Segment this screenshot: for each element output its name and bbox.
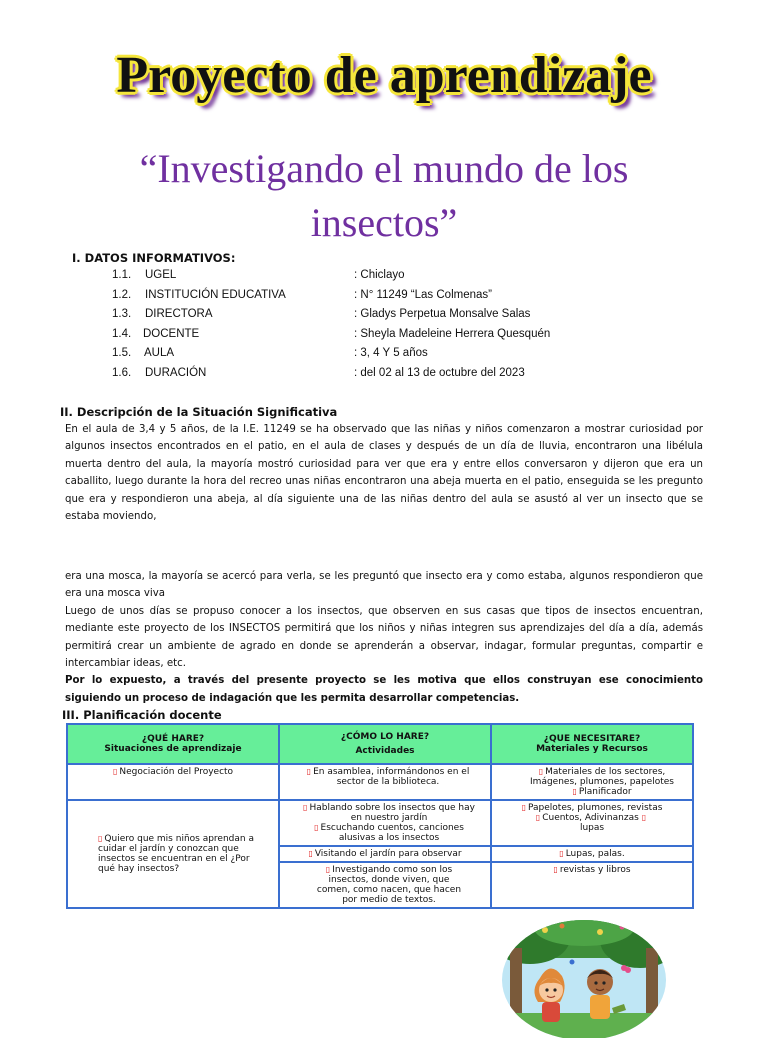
- section-3-heading: III. Planificación docente: [62, 708, 222, 722]
- bullet-icon: ▯: [538, 767, 544, 776]
- table-header-row: [67, 724, 693, 764]
- table-cell: [279, 862, 491, 908]
- cell-text: Cuentos, Adivinanzas: [542, 813, 639, 823]
- table-cell: [67, 800, 279, 908]
- cell-text: Lupas, palas.: [565, 849, 625, 859]
- cell-text: revistas y libros: [559, 865, 631, 875]
- project-subtitle: [0, 142, 768, 250]
- bullet-icon: ▯: [308, 849, 313, 858]
- table-cell: [491, 862, 693, 908]
- info-row: [0, 308, 768, 327]
- cell-text: Materiales de los sectores, Imágenes, plumones, papelotes: [530, 767, 674, 787]
- header-question: ¿QUÉ HARE?: [141, 734, 205, 744]
- info-value: : 3, 4 Y 5 años: [354, 347, 428, 359]
- info-label: UGEL: [145, 269, 177, 281]
- bullet-icon: ▯: [572, 787, 577, 796]
- page-title: Proyecto de aprendizaje: [116, 47, 652, 104]
- header-cell-how: [279, 724, 491, 764]
- bullet-icon: ▯: [535, 813, 541, 822]
- table-cell: [491, 764, 693, 800]
- info-value: : N° 11249 “Las Colmenas”: [354, 288, 492, 301]
- cell-text: Visitando el jardín para observar: [314, 849, 462, 859]
- bullet-icon: ▯: [641, 813, 647, 822]
- table-cell: [279, 800, 491, 846]
- header-subtitle: Situaciones de aprendizaje: [104, 744, 242, 754]
- header-cell-what: [67, 724, 279, 764]
- header-subtitle: Actividades: [355, 746, 415, 756]
- description-paragraph: era una mosca, la mayoría se acercó para verla, se les preguntó que insecto era y como estaba, algunos respondieron que era una mosca viva: [65, 571, 703, 600]
- table-row: [67, 764, 693, 800]
- situation-description: [65, 421, 703, 525]
- bullet-icon: ▯: [553, 865, 558, 874]
- info-num: 1.1.: [112, 269, 132, 281]
- info-label: INSTITUCIÓN EDUCATIVA: [145, 288, 286, 301]
- info-value: : Gladys Perpetua Monsalve Salas: [354, 308, 531, 320]
- table-cell: [279, 764, 491, 800]
- header-question: ¿CÓMO LO HARE?: [340, 732, 430, 742]
- subtitle-line-2: insectos”: [310, 200, 458, 245]
- info-num: 1.3.: [112, 308, 132, 320]
- info-row: [0, 367, 768, 386]
- table-row: [67, 800, 693, 846]
- situation-continuation: [65, 568, 703, 707]
- info-num: 1.2.: [112, 288, 132, 301]
- table-cell: [279, 846, 491, 862]
- description-conclusion: Por lo expuesto, a través del presente proyecto se les motiva que ellos construyan ese conocimiento siguiendo un proceso de indagación que les permita desarrollar competencias.: [65, 675, 703, 704]
- cell-text: Investigando como son los insectos, donde viven, que comen, como nacen, que hacen por medio de textos.: [316, 865, 462, 905]
- bullet-icon: ▯: [314, 823, 319, 832]
- header-question: ¿QUE NECESITARE?: [543, 734, 641, 744]
- bullet-icon: ▯: [325, 865, 331, 874]
- info-row: [0, 328, 768, 347]
- bullet-icon: ▯: [521, 803, 526, 812]
- bullet-icon: ▯: [559, 849, 564, 858]
- info-row: [0, 289, 768, 308]
- cell-text: Quiero que mis niños aprendan a cuidar el jardín y conozcan que insectos se encuentran en el ¿Por qué hay insectos?: [98, 834, 254, 874]
- cell-text: lupas: [579, 823, 605, 833]
- bullet-icon: ▯: [98, 834, 103, 843]
- cell-text: Papelotes, plumones, revistas: [528, 803, 663, 813]
- subtitle-line-1: “Investigando el mundo de los: [139, 146, 629, 191]
- info-label: DIRECTORA: [145, 308, 213, 320]
- section-2-heading: II. Descripción de la Situación Significativa: [60, 405, 338, 419]
- info-row: [0, 269, 768, 288]
- info-num: 1.6.: [112, 366, 132, 379]
- info-label: DURACIÓN: [145, 366, 207, 379]
- bullet-icon: ▯: [306, 767, 312, 776]
- table-cell: [491, 846, 693, 862]
- info-num: 1.4.: [112, 327, 132, 340]
- header-cell-need: [491, 724, 693, 764]
- info-value: : Chiclayo: [354, 269, 405, 281]
- info-value: : del 02 al 13 de octubre del 2023: [354, 366, 525, 379]
- cell-text: Negociación del Proyecto: [119, 767, 234, 777]
- cell-text: Hablando sobre los insectos que hay en nuestro jardín: [309, 803, 475, 823]
- description-paragraph: En el aula de 3,4 y 5 años, de la I.E. 11249 se ha observado que las niñas y niños comenzaron a mostrar curiosidad por algunos insectos encontrados en el patio, en el aula de clases y después de un día de lluvia, encontraron una libélula muerta dentro del aula, la mayoría mostró curiosidad para ver que era y entre ellos conversaron y dijeron que era un caballito, luego durante la hora del recreo unas niñas encontraron una abeja muerta en el patio, enseguida se les pregunto que era y respondieron una abeja, al día siguiente una de las niñas dentro del aula se asustó al ver un insecto que se estaba moviendo,: [65, 424, 703, 523]
- info-row: [0, 347, 768, 366]
- planning-table: [66, 723, 694, 909]
- section-1-heading: I. DATOS INFORMATIVOS:: [72, 251, 236, 265]
- bullet-icon: ▯: [112, 767, 118, 776]
- info-label: DOCENTE: [143, 327, 200, 340]
- header-subtitle: Materiales y Recursos: [536, 744, 648, 754]
- info-value: : Sheyla Madeleine Herrera Quesquén: [354, 327, 551, 340]
- cell-text: Planificador: [578, 787, 632, 797]
- table-cell: [491, 800, 693, 846]
- bullet-icon: ▯: [303, 803, 308, 812]
- children-garden-illustration: [500, 918, 668, 1038]
- cell-text: Escuchando cuentos, canciones alusivas a los insectos: [320, 823, 464, 843]
- cell-text: En asamblea, informándonos en el sector de la biblioteca.: [313, 767, 470, 787]
- info-label: AULA: [144, 347, 175, 359]
- table-cell: [67, 764, 279, 800]
- description-paragraph: Luego de unos días se propuso conocer a los insectos, que observen en sus casas que tipos de insectos encuentran, mediante este proyecto de los INSECTOS permitirá que los niños y niñas integren sus aprendizajes del día a día, además permitirá crear un ambiente de agrado en donde se aprenderán a observar, indagar, formular preguntas, compartir e intercambiar ideas, etc.: [65, 605, 703, 670]
- info-num: 1.5.: [112, 347, 132, 359]
